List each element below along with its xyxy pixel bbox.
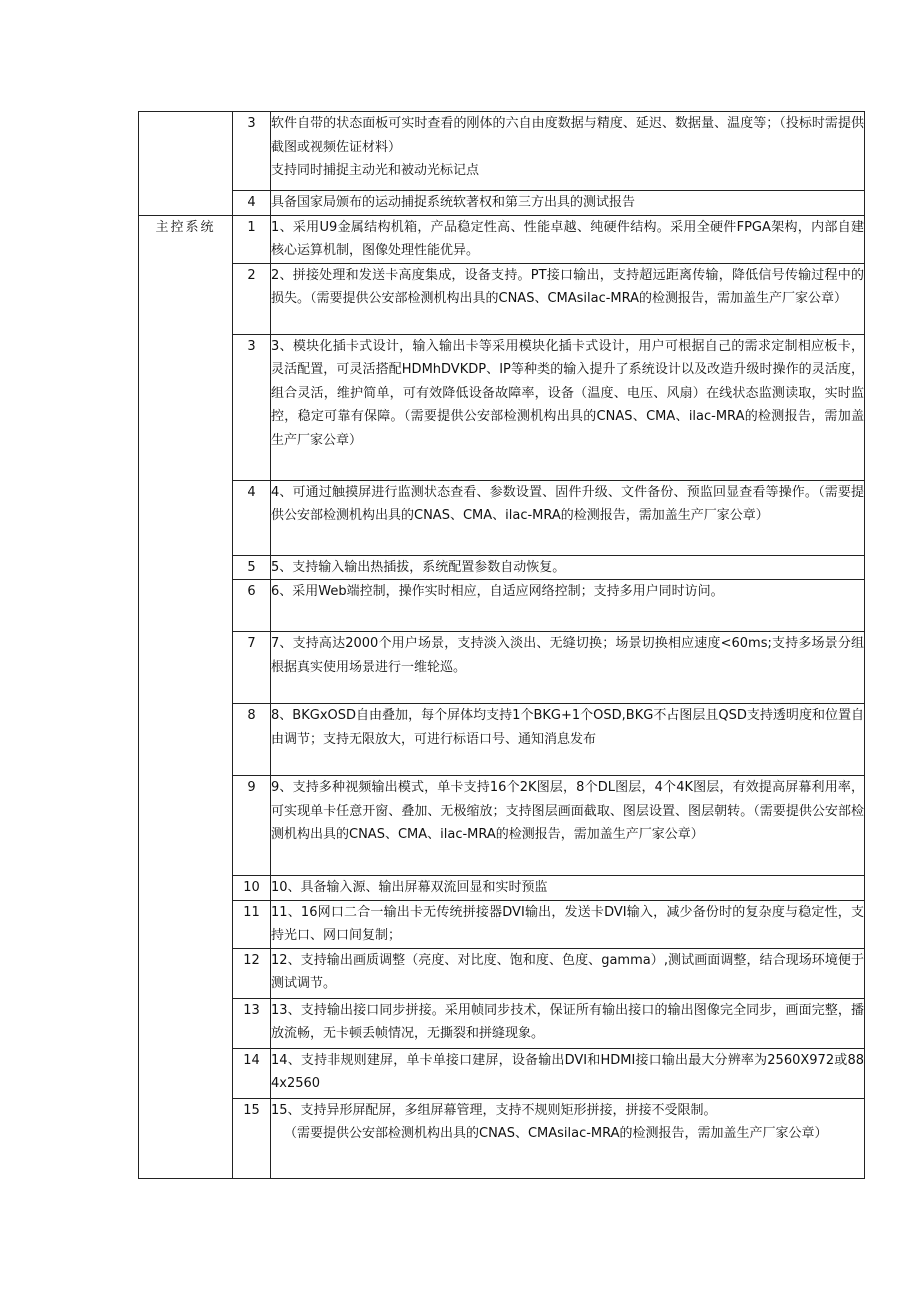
table-row: [139, 480, 865, 555]
item-number: 2: [233, 263, 271, 334]
item-description: [271, 998, 865, 1048]
description-line: 13、支持输出接口同步拼接。采用帧同步技术，保证所有输出接口的输出图像完全同步，画面完整，播放流畅，无卡顿丢帧情况，无撕裂和拼缝现象。: [271, 1002, 864, 1041]
description-line: 2、拼接处理和发送卡高度集成，设备支持。PT接口输出，支持超远距离传输，降低信号传输过程中的损失。（需要提供公安部检测机构出具的CNAS、CMAsilac-MRA的检测报告，需加盖生产厂家公章）: [271, 267, 864, 306]
description-line: 9、支持多种视频输出模式，单卡支持16个2K图层，8个DL图层，4个4K图层，有效提高屏幕利用率，可实现单卡任意开窗、叠加、无极缩放；支持图层画面截取、图层设置、图层朝转。（需要提供公安部检测机构出具的CNAS、CMA、ilac-MRA的检测报告，需加盖生产厂家公章）: [271, 780, 864, 842]
table-row: [139, 998, 865, 1048]
category-cell: 主控系统: [139, 215, 233, 1178]
description-line: （需要提供公安部检测机构出具的CNAS、CMAsilac-MRA的检测报告，需加盖生产厂家公章）: [284, 1126, 828, 1141]
description-line: 具备国家局颁布的运动捕捉系统软著权和第三方出具的测试报告: [271, 195, 636, 210]
table-row: [139, 632, 865, 704]
table-row: [139, 112, 865, 191]
item-description: [271, 704, 865, 776]
item-number: 10: [233, 876, 271, 901]
description-line: 11、16网口二合一输出卡无传统拼接器DVI输出，发送卡DVI输入，减少备份时的复杂度与稳定性，支持光口、网口间复制；: [271, 904, 864, 943]
description-line: 6、采用Web端控制，操作实时相应，自适应网络控制；支持多用户同时访问。: [271, 584, 724, 599]
item-description: [271, 948, 865, 998]
description-line: 10、具备输入源、输出屏幕双流回显和实时预监: [271, 880, 548, 895]
item-description: [271, 112, 865, 191]
item-number: 14: [233, 1048, 271, 1098]
item-number: 6: [233, 580, 271, 632]
item-description: [271, 900, 865, 948]
item-number: 3: [233, 112, 271, 191]
description-line: 4、可通过触摸屏进行监测状态查看、参数设置、固件升级、文件备份、预监回显查看等操作。（需要提供公安部检测机构出具的CNAS、CMA、ilac-MRA的检测报告，需加盖生产厂家公章）: [271, 484, 864, 523]
item-number: 11: [233, 900, 271, 948]
description-line: 3、模块化插卡式设计，输入输出卡等采用模块化插卡式设计，用户可根据自己的需求定制相应板卡，灵活配置，可灵活搭配HDMhDVKDP、IP等种类的输入提升了系统设计以及改造升级时操作的灵活度，组合灵活，维护简单，可有效降低设备故障率，设备（温度、电压、风扇）在线状态监测读取，实时监控，稳定可靠有保障。（需要提供公安部检测机构出具的CNAS、CMA、ilac-MRA的检测报告，需加盖生产厂家公章）: [271, 338, 864, 448]
item-description: [271, 191, 865, 216]
item-number: 3: [233, 334, 271, 480]
item-number: 7: [233, 632, 271, 704]
item-description: [271, 776, 865, 876]
table-row: [139, 900, 865, 948]
item-number: 1: [233, 215, 271, 263]
table-row: [139, 555, 865, 580]
item-number: 12: [233, 948, 271, 998]
item-number: 5: [233, 555, 271, 580]
spec-table: [138, 111, 865, 1179]
item-description: [271, 1048, 865, 1098]
table-row: [139, 191, 865, 216]
table-row: [139, 1048, 865, 1098]
item-description: [271, 334, 865, 480]
table-row: [139, 704, 865, 776]
item-description: [271, 876, 865, 901]
item-description: [271, 480, 865, 555]
item-number: 15: [233, 1098, 271, 1178]
table-row: [139, 776, 865, 876]
table-row: [139, 876, 865, 901]
item-description: [271, 263, 865, 334]
description-line: 15、支持异形屏配屏，多组屏幕管理，支持不规则矩形拼接，拼接不受限制。: [271, 1102, 717, 1118]
item-number: 4: [233, 480, 271, 555]
item-number: 13: [233, 998, 271, 1048]
table-row: [139, 215, 865, 263]
description-line: 8、BKGxOSD自由叠加，每个屏体均支持1个BKG+1个OSD,BKG不占图层且QSD支持透明度和位置自由调节；支持无限放大，可进行标语口号、通知消息发布: [271, 708, 864, 747]
item-description: [271, 632, 865, 704]
table-row: [139, 1098, 865, 1178]
table-row: [139, 580, 865, 632]
description-line: 5、支持输入输出热插拔，系统配置参数自动恢复。: [271, 559, 566, 575]
description-line: 7、支持高达2000个用户场景，支持淡入淡出、无缝切换；场景切换相应速度<60ms;支持多场景分组根据真实使用场景进行一维轮巡。: [271, 636, 864, 675]
item-description: [271, 215, 865, 263]
table-row: [139, 948, 865, 998]
item-description: [271, 555, 865, 580]
description-line: 14、支持非规则建屏，单卡单接口建屏，设备输出DVI和HDMI接口输出最大分辨率为2560X972或884x2560: [271, 1052, 864, 1091]
table-row: [139, 263, 865, 334]
description-line: 支持同时捕捉主动光和被动光标记点: [271, 163, 480, 178]
description-line: 1、采用U9金属结构机箱，产品稳定性高、性能卓越、纯硬件结构。采用全硬件FPGA架构，内部自建核心运算机制，图像处理性能优异。: [271, 219, 864, 258]
item-number: 4: [233, 191, 271, 216]
description-line: 12、支持输出画质调整（亮度、对比度、饱和度、色度、gamma）,测试画面调整，结合现场环境便于测试调节。: [271, 952, 864, 991]
description-line: 软件自带的状态面板可实时查看的刚体的六自由度数据与精度、延迟、数据量、温度等；（投标时需提供截图或视频佐证材料）: [271, 116, 864, 155]
category-cell-previous: [139, 112, 233, 216]
item-number: 9: [233, 776, 271, 876]
item-number: 8: [233, 704, 271, 776]
item-description: [271, 580, 865, 632]
table-row: [139, 334, 865, 480]
item-description: [271, 1098, 865, 1178]
